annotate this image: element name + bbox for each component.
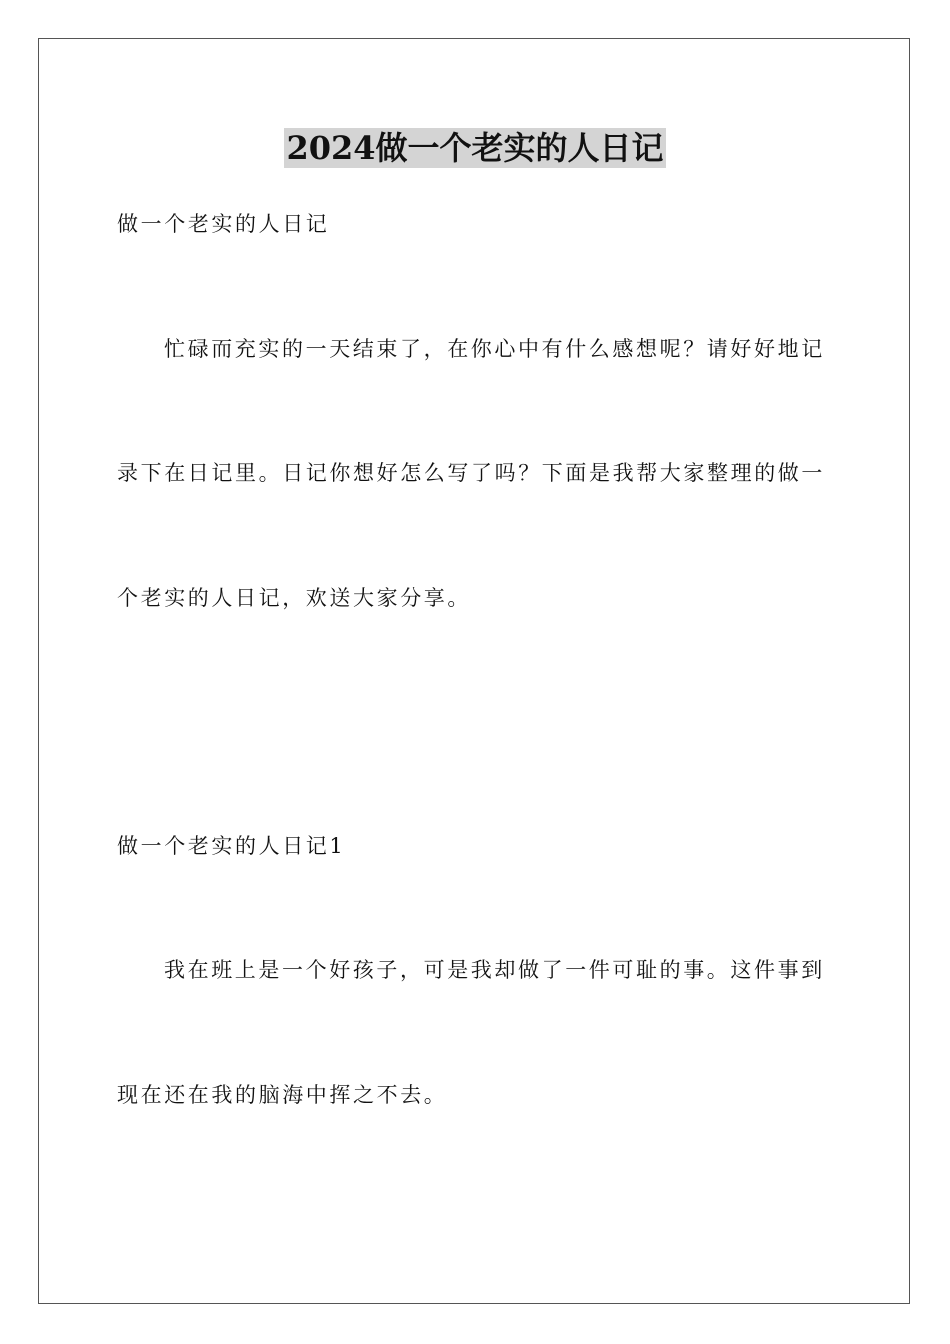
subheading: 做一个老实的人日记 xyxy=(117,212,330,236)
title-container xyxy=(0,128,950,168)
section-heading: 做一个老实的人日记1 xyxy=(117,834,346,858)
document-title: 2024做一个老实的人日记 xyxy=(286,129,664,167)
paragraph-line: 忙碌而充实的一天结束了，在你心中有什么感想呢？请好好地记 xyxy=(164,337,825,361)
paragraph-line: 现在还在我的脑海中挥之不去。 xyxy=(117,1083,448,1107)
paragraph-line: 个老实的人日记，欢送大家分享。 xyxy=(117,586,471,610)
paragraph-line: 我在班上是一个好孩子，可是我却做了一件可耻的事。这件事到 xyxy=(164,958,825,982)
paragraph-line: 录下在日记里。日记你想好怎么写了吗？下面是我帮大家整理的做一 xyxy=(117,461,825,485)
